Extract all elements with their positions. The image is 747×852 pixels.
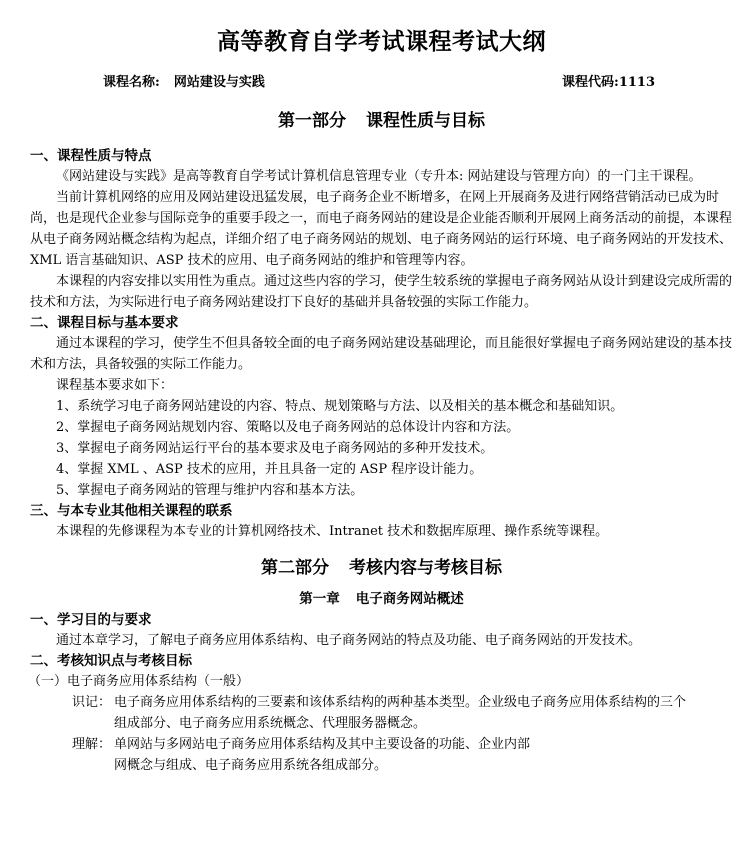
understand-label: 理解： [72,737,112,752]
course-name-group [103,73,265,93]
paragraph: 课程基本要求如下： [56,378,174,393]
part1-title-text: 课程性质与目标 [366,111,485,131]
paragraph: 通过本章学习，了解电子商务应用体系结构、电子商务网站的特点及功能、电子商务网站的开发技术。 [56,633,642,648]
list-item: 1、系统学习电子商务网站建设的内容、特点、规划策略与方法、以及相关的基本概念和基础知识。 [56,399,624,414]
paragraph: 本课程的内容安排以实用性为重点。通过这些内容的学习，使学生较系统的掌握电子商务网站从设计到建设完成所需的技术和方法，为实际进行电子商务网站建设打下良好的基础并具备较强的实际工作能力。 [30,274,733,310]
section-heading-nature: 一、课程性质与特点 [30,148,152,164]
section-heading-related: 三、与本专业其他相关课程的联系 [30,503,233,519]
chapter1-title-text: 电子商务网站概述 [355,591,464,607]
course-code-value: 1113 [618,75,655,90]
part2-title-number: 第二部分 [261,558,329,578]
list-item: 3、掌握电子商务网站运行平台的基本要求及电子商务网站的多种开发技术。 [56,441,494,456]
section-heading-goals: 二、课程目标与基本要求 [30,315,179,331]
understand-text: 单网站与多网站电子商务应用体系结构及其中主要设备的功能、企业内部 [114,737,531,752]
list-item: 2、掌握电子商务网站规划内容、策略以及电子商务网站的总体设计内容和方法。 [56,420,520,435]
chapter1-title [30,588,733,610]
subsection-heading: （一）电子商务应用体系结构（一般） [28,674,250,689]
document-title: 高等教育自学考试课程考试大纲 [217,28,546,55]
section-heading-objectives: 一、学习目的与要求 [30,612,152,628]
understand-text-continued: 网概念与组成、电子商务应用系统各组成部分。 [114,758,388,773]
paragraph: 本课程的先修课程为本专业的计算机网络技术、Intranet 技术和数据库原理、操作系统等课程。 [56,524,609,539]
course-name-value: 网站建设与实践 [173,75,265,90]
course-code-group [562,73,655,93]
recall-text: 电子商务应用体系结构的三要素和该体系结构的两种基本类型。企业级电子商务应用体系结构的三个 [114,695,687,710]
chapter1-title-number: 第一章 [299,591,340,607]
paragraph: 《网站建设与实践》是高等教育自学考试计算机信息管理专业（专升本: 网站建设与管理方向）的一门主干课程。 [56,169,702,184]
course-name-label: 课程名称: [103,75,160,90]
list-item: 5、掌握电子商务网站的管理与维护内容和基本方法。 [56,483,364,498]
part2-title-text: 考核内容与考核目标 [349,558,502,578]
section-heading-knowledge-points: 二、考核知识点与考核目标 [30,653,192,669]
course-info-line [30,73,733,93]
course-code-label: 课程代码: [562,75,619,90]
recall-text-continued: 组成部分、电子商务应用系统概念、代理服务器概念。 [114,716,427,731]
understand-requirement [30,734,733,755]
paragraph: 当前计算机网络的应用及网站建设迅猛发展，电子商务企业不断增多，在网上开展商务及进行网络营销活动已成为时尚，也是现代企业参与国际竞争的重要手段之一，而电子商务网站的建设是企业能否顺利开展网上商务活动的前提，本课程从电子商务网站概念结构为起点，详细介绍了电子商务网站的规划、电子商务网站的运行环境、电子商务网站的开发技术、XML 语言基础知识、ASP 技术的应用、电子商务网站的维护和管理等内容。 [30,190,733,268]
recall-label: 识记： [72,695,112,710]
paragraph: 通过本课程的学习，使学生不但具备较全面的电子商务网站建设基础理论，而且能很好掌握电子商务网站建设的基本技术和方法，具备较强的实际工作能力。 [30,336,733,372]
part1-title [30,109,733,133]
list-item: 4、掌握 XML 、ASP 技术的应用，并且具备一定的 ASP 程序设计能力。 [56,462,483,477]
part2-title [30,556,733,580]
part1-title-number: 第一部分 [278,111,346,131]
recall-requirement [30,692,733,713]
